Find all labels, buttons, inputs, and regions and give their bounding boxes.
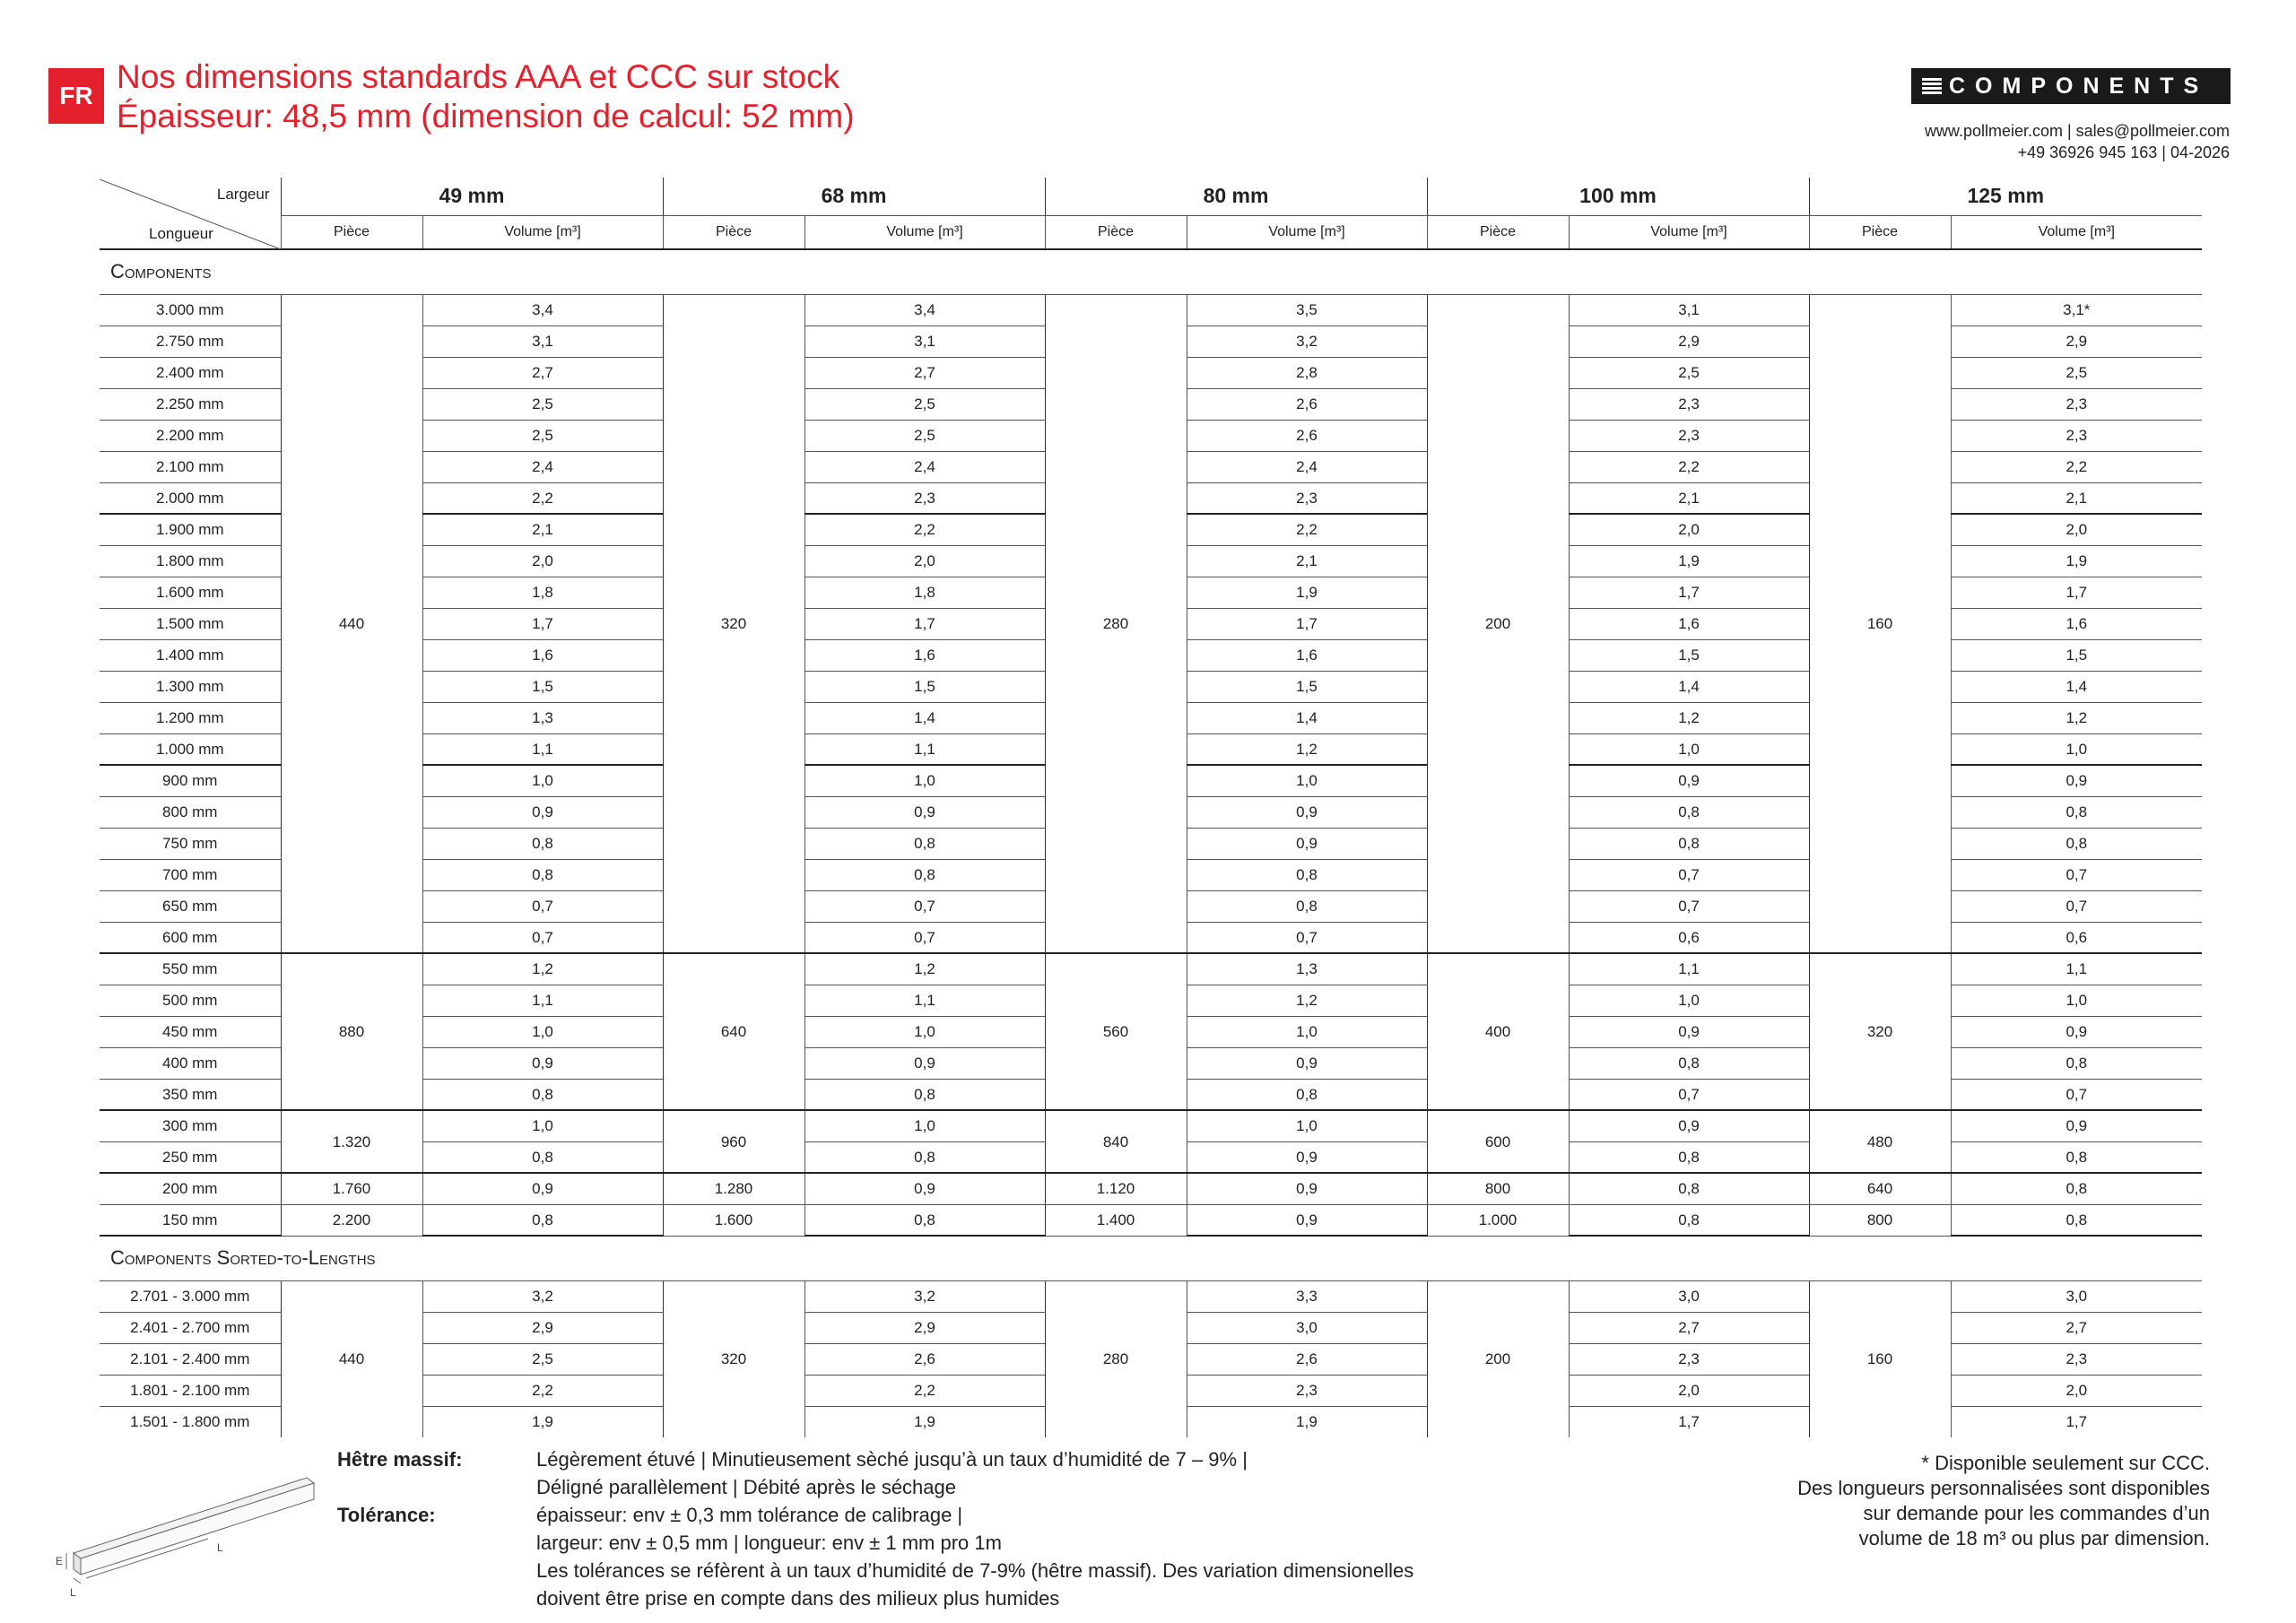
volume-cell: 1,0 <box>1951 985 2202 1016</box>
volume-cell: 0,8 <box>1951 828 2202 859</box>
volume-cell: 2,1 <box>422 514 663 545</box>
volume-cell: 0,8 <box>1951 1204 2202 1236</box>
volume-cell: 1,0 <box>804 1016 1045 1047</box>
volume-cell: 0,8 <box>1187 859 1427 890</box>
spec-wood-line2: Déligné parallèlement | Débité après le séchage <box>536 1476 956 1498</box>
volume-cell: 2,3 <box>1951 420 2202 451</box>
volume-cell: 2,2 <box>804 1375 1045 1406</box>
volume-cell: 2,6 <box>1187 420 1427 451</box>
length-cell: 2.401 - 2.700 mm <box>100 1312 281 1343</box>
volume-cell: 0,8 <box>422 1204 663 1236</box>
volume-cell: 0,9 <box>1187 1047 1427 1079</box>
corner-length-label: Longueur <box>149 225 213 242</box>
beam-label-l2: L <box>70 1586 76 1599</box>
volume-cell: 0,7 <box>1951 1079 2202 1110</box>
title-line-2: Épaisseur: 48,5 mm (dimension de calcul: 52 mm) <box>117 98 855 135</box>
volume-cell: 2,2 <box>422 1375 663 1406</box>
volume-cell: 3,4 <box>422 294 663 325</box>
volume-cell: 2,3 <box>1569 388 1809 420</box>
logo-text: COMPONENTS <box>1949 73 2209 99</box>
length-cell: 400 mm <box>100 1047 281 1079</box>
volume-cell: 0,9 <box>804 1047 1045 1079</box>
volume-cell: 2,9 <box>804 1312 1045 1343</box>
volume-cell: 0,8 <box>422 1079 663 1110</box>
volume-cell: 2,0 <box>804 545 1045 577</box>
length-cell: 800 mm <box>100 796 281 828</box>
volume-cell: 0,8 <box>1187 1079 1427 1110</box>
volume-cell: 1,9 <box>804 1406 1045 1437</box>
piece-cell: 600 <box>1427 1110 1569 1173</box>
footnote-line-2: Des longueurs personnalisées sont disponibles <box>1797 1477 2210 1499</box>
volume-cell: 2,0 <box>1951 1375 2202 1406</box>
length-cell: 1.801 - 2.100 mm <box>100 1375 281 1406</box>
volume-cell: 0,7 <box>804 890 1045 922</box>
spec-label-tolerance: Tolérance: <box>337 1504 436 1526</box>
volume-cell: 2,4 <box>804 451 1045 482</box>
volume-cell: 2,9 <box>422 1312 663 1343</box>
length-cell: 1.400 mm <box>100 639 281 671</box>
volume-cell: 1,6 <box>1569 608 1809 639</box>
volume-cell: 3,2 <box>804 1280 1045 1312</box>
volume-cell: 0,7 <box>1569 859 1809 890</box>
volume-cell: 0,8 <box>1569 1141 1809 1173</box>
spec-wood-line1: Légèrement étuvé | Minutieusement sèché jusqu’à un taux d’humidité de 7 – 9% | <box>536 1448 1248 1471</box>
volume-cell: 1,7 <box>1187 608 1427 639</box>
volume-cell: 0,9 <box>1569 765 1809 796</box>
width-header: 68 mm <box>663 178 1045 215</box>
width-header: 125 mm <box>1809 178 2202 215</box>
volume-column-header: Volume [m³] <box>1187 215 1427 249</box>
volume-cell: 1,0 <box>804 765 1045 796</box>
volume-cell: 0,7 <box>804 922 1045 953</box>
piece-cell: 160 <box>1809 1280 1951 1437</box>
piece-cell: 160 <box>1809 294 1951 953</box>
volume-cell: 0,8 <box>1569 1204 1809 1236</box>
length-cell: 1.600 mm <box>100 577 281 608</box>
piece-cell: 320 <box>1809 953 1951 1110</box>
volume-cell: 3,3 <box>1187 1280 1427 1312</box>
volume-cell: 2,1 <box>1951 482 2202 514</box>
volume-cell: 2,7 <box>422 357 663 388</box>
spec-tol-line1: épaisseur: env ± 0,3 mm tolérance de calibrage | <box>536 1504 963 1526</box>
volume-cell: 0,8 <box>1951 1047 2202 1079</box>
volume-cell: 0,9 <box>1951 765 2202 796</box>
volume-column-header: Volume [m³] <box>804 215 1045 249</box>
volume-cell: 1,6 <box>1951 608 2202 639</box>
beam-label-e: E <box>56 1555 64 1567</box>
volume-cell: 1,5 <box>1951 639 2202 671</box>
volume-cell: 0,9 <box>422 796 663 828</box>
volume-cell: 0,9 <box>1187 1204 1427 1236</box>
volume-cell: 0,9 <box>1951 1016 2202 1047</box>
piece-cell: 560 <box>1045 953 1187 1110</box>
volume-cell: 1,8 <box>804 577 1045 608</box>
volume-cell: 2,5 <box>1951 357 2202 388</box>
volume-column-header: Volume [m³] <box>1569 215 1809 249</box>
volume-cell: 1,7 <box>422 608 663 639</box>
volume-cell: 3,1 <box>1569 294 1809 325</box>
piece-cell: 800 <box>1809 1204 1951 1236</box>
volume-cell: 2,2 <box>422 482 663 514</box>
volume-cell: 0,9 <box>1187 828 1427 859</box>
length-cell: 2.250 mm <box>100 388 281 420</box>
volume-cell: 1,7 <box>1951 577 2202 608</box>
volume-cell: 2,3 <box>1187 1375 1427 1406</box>
volume-cell: 0,8 <box>804 1079 1045 1110</box>
volume-cell: 1,0 <box>1569 985 1809 1016</box>
volume-cell: 3,1* <box>1951 294 2202 325</box>
piece-cell: 640 <box>663 953 804 1110</box>
dimensions-table <box>100 178 2202 1437</box>
volume-cell: 1,1 <box>422 733 663 765</box>
length-cell: 500 mm <box>100 985 281 1016</box>
piece-cell: 840 <box>1045 1110 1187 1173</box>
volume-cell: 2,6 <box>1187 388 1427 420</box>
length-cell: 1.000 mm <box>100 733 281 765</box>
volume-cell: 2,8 <box>1187 357 1427 388</box>
volume-cell: 2,3 <box>1569 1343 1809 1375</box>
length-cell: 2.101 - 2.400 mm <box>100 1343 281 1375</box>
volume-cell: 1,1 <box>1569 953 1809 985</box>
volume-cell: 1,0 <box>1187 1110 1427 1141</box>
volume-cell: 0,7 <box>422 922 663 953</box>
piece-cell: 1.760 <box>281 1173 422 1204</box>
piece-column-header: Pièce <box>663 215 804 249</box>
volume-cell: 0,8 <box>1951 1173 2202 1204</box>
volume-cell: 2,0 <box>1569 514 1809 545</box>
volume-cell: 0,9 <box>422 1047 663 1079</box>
volume-cell: 0,9 <box>1569 1016 1809 1047</box>
volume-cell: 1,2 <box>804 953 1045 985</box>
section-title: Components Sorted-to-Lengths <box>100 1236 2202 1280</box>
volume-cell: 1,0 <box>804 1110 1045 1141</box>
volume-cell: 3,0 <box>1569 1280 1809 1312</box>
contact-phone-date: +49 36926 945 163 | 04-2026 <box>2017 143 2230 161</box>
volume-cell: 1,8 <box>422 577 663 608</box>
volume-cell: 2,2 <box>804 514 1045 545</box>
volume-cell: 2,2 <box>1187 514 1427 545</box>
volume-cell: 0,7 <box>1569 1079 1809 1110</box>
volume-cell: 1,7 <box>1951 1406 2202 1437</box>
beam-diagram-icon <box>47 1453 316 1605</box>
volume-cell: 0,9 <box>1951 1110 2202 1141</box>
table-row <box>100 1110 2202 1141</box>
volume-cell: 0,8 <box>1569 796 1809 828</box>
volume-cell: 2,5 <box>422 420 663 451</box>
beam-label-l: L <box>217 1541 223 1554</box>
volume-cell: 2,3 <box>1187 482 1427 514</box>
volume-cell: 3,2 <box>1187 325 1427 357</box>
volume-cell: 1,5 <box>1569 639 1809 671</box>
volume-cell: 2,3 <box>1951 388 2202 420</box>
spec-tol-line2: largeur: env ± 0,5 mm | longueur: env ± 1 mm pro 1m <box>536 1532 1002 1554</box>
volume-cell: 1,2 <box>1187 985 1427 1016</box>
volume-cell: 0,6 <box>1951 922 2202 953</box>
volume-cell: 1,2 <box>1951 702 2202 733</box>
piece-column-header: Pièce <box>281 215 422 249</box>
volume-cell: 0,9 <box>1187 796 1427 828</box>
length-cell: 1.800 mm <box>100 545 281 577</box>
page-title <box>117 57 855 136</box>
length-cell: 550 mm <box>100 953 281 985</box>
piece-cell: 1.000 <box>1427 1204 1569 1236</box>
volume-cell: 1,0 <box>422 765 663 796</box>
spec-label-wood: Hêtre massif: <box>337 1448 463 1471</box>
volume-cell: 2,5 <box>422 388 663 420</box>
piece-column-header: Pièce <box>1809 215 1951 249</box>
volume-cell: 1,1 <box>1951 953 2202 985</box>
section-title: Components <box>100 249 2202 294</box>
volume-cell: 2,3 <box>804 482 1045 514</box>
volume-cell: 0,8 <box>422 859 663 890</box>
contact-info <box>1925 120 2230 163</box>
spec-tol-line3: Les tolérances se réfèrent à un taux d’humidité de 7-9% (hêtre massif). Des variation dimensionelles <box>536 1559 1414 1582</box>
volume-cell: 1,5 <box>422 671 663 702</box>
piece-cell: 800 <box>1427 1173 1569 1204</box>
length-cell: 1.500 mm <box>100 608 281 639</box>
volume-cell: 3,1 <box>422 325 663 357</box>
volume-column-header: Volume [m³] <box>1951 215 2202 249</box>
volume-cell: 0,8 <box>1569 1047 1809 1079</box>
volume-cell: 1,7 <box>1569 577 1809 608</box>
piece-cell: 400 <box>1427 953 1569 1110</box>
volume-cell: 3,2 <box>422 1280 663 1312</box>
table-corner <box>100 178 281 249</box>
footnote-line-4: volume de 18 m³ ou plus par dimension. <box>1858 1527 2210 1549</box>
volume-cell: 0,8 <box>422 828 663 859</box>
length-cell: 250 mm <box>100 1141 281 1173</box>
length-cell: 650 mm <box>100 890 281 922</box>
volume-cell: 2,7 <box>1951 1312 2202 1343</box>
length-cell: 750 mm <box>100 828 281 859</box>
volume-cell: 1,6 <box>1187 639 1427 671</box>
components-logo <box>1911 68 2231 104</box>
volume-cell: 1,4 <box>1569 671 1809 702</box>
piece-cell: 480 <box>1809 1110 1951 1173</box>
footnote-line-1: * Disponible seulement sur CCC. <box>1921 1452 2210 1474</box>
table-row <box>100 1204 2202 1236</box>
volume-cell: 1,0 <box>422 1016 663 1047</box>
volume-cell: 1,4 <box>804 702 1045 733</box>
width-header: 100 mm <box>1427 178 1809 215</box>
volume-cell: 1,2 <box>422 953 663 985</box>
volume-cell: 1,0 <box>1187 765 1427 796</box>
volume-cell: 3,0 <box>1187 1312 1427 1343</box>
volume-cell: 2,2 <box>1951 451 2202 482</box>
volume-cell: 0,9 <box>804 796 1045 828</box>
volume-cell: 1,1 <box>422 985 663 1016</box>
volume-cell: 2,4 <box>422 451 663 482</box>
volume-cell: 1,9 <box>1569 545 1809 577</box>
volume-cell: 0,9 <box>1187 1141 1427 1173</box>
footer <box>0 1435 2296 1623</box>
piece-cell: 1.120 <box>1045 1173 1187 1204</box>
length-cell: 2.200 mm <box>100 420 281 451</box>
volume-cell: 1,9 <box>1187 1406 1427 1437</box>
table-row <box>100 294 2202 325</box>
width-header: 49 mm <box>281 178 663 215</box>
piece-column-header: Pièce <box>1045 215 1187 249</box>
piece-cell: 280 <box>1045 1280 1187 1437</box>
volume-cell: 2,9 <box>1569 325 1809 357</box>
volume-cell: 2,3 <box>1951 1343 2202 1375</box>
volume-cell: 0,8 <box>1187 890 1427 922</box>
length-cell: 2.100 mm <box>100 451 281 482</box>
piece-cell: 960 <box>663 1110 804 1173</box>
length-cell: 2.000 mm <box>100 482 281 514</box>
volume-cell: 2,1 <box>1187 545 1427 577</box>
volume-cell: 2,0 <box>1569 1375 1809 1406</box>
volume-cell: 1,1 <box>804 985 1045 1016</box>
volume-cell: 0,9 <box>422 1173 663 1204</box>
volume-cell: 1,4 <box>1187 702 1427 733</box>
volume-cell: 0,8 <box>1951 796 2202 828</box>
volume-cell: 1,6 <box>422 639 663 671</box>
volume-cell: 2,5 <box>1569 357 1809 388</box>
volume-cell: 2,5 <box>422 1343 663 1375</box>
volume-cell: 1,0 <box>1569 733 1809 765</box>
volume-cell: 0,6 <box>1569 922 1809 953</box>
volume-cell: 1,5 <box>804 671 1045 702</box>
volume-cell: 3,5 <box>1187 294 1427 325</box>
volume-cell: 0,7 <box>1951 859 2202 890</box>
length-cell: 1.900 mm <box>100 514 281 545</box>
volume-cell: 1,2 <box>1569 702 1809 733</box>
length-cell: 900 mm <box>100 765 281 796</box>
volume-cell: 3,1 <box>804 325 1045 357</box>
volume-cell: 1,5 <box>1187 671 1427 702</box>
piece-cell: 440 <box>281 1280 422 1437</box>
volume-cell: 2,7 <box>804 357 1045 388</box>
length-cell: 350 mm <box>100 1079 281 1110</box>
piece-cell: 2.200 <box>281 1204 422 1236</box>
footnote-line-3: sur demande pour les commandes d’un <box>1863 1502 2210 1524</box>
logo-bars-icon <box>1922 78 1942 94</box>
volume-cell: 2,5 <box>804 388 1045 420</box>
volume-column-header: Volume [m³] <box>422 215 663 249</box>
piece-cell: 280 <box>1045 294 1187 953</box>
corner-width-label: Largeur <box>216 186 270 203</box>
length-cell: 3.000 mm <box>100 294 281 325</box>
length-cell: 2.750 mm <box>100 325 281 357</box>
volume-cell: 0,8 <box>422 1141 663 1173</box>
piece-cell: 1.600 <box>663 1204 804 1236</box>
volume-cell: 0,9 <box>804 1173 1045 1204</box>
volume-cell: 2,3 <box>1569 420 1809 451</box>
volume-cell: 3,4 <box>804 294 1045 325</box>
piece-cell: 1.400 <box>1045 1204 1187 1236</box>
volume-cell: 1,9 <box>1187 577 1427 608</box>
volume-cell: 1,1 <box>804 733 1045 765</box>
volume-cell: 2,9 <box>1951 325 2202 357</box>
volume-cell: 1,7 <box>804 608 1045 639</box>
piece-cell: 200 <box>1427 1280 1569 1437</box>
volume-cell: 3,0 <box>1951 1280 2202 1312</box>
piece-cell: 200 <box>1427 294 1569 953</box>
volume-cell: 2,5 <box>804 420 1045 451</box>
volume-cell: 0,7 <box>1569 890 1809 922</box>
volume-cell: 1,0 <box>1187 1016 1427 1047</box>
volume-cell: 0,7 <box>422 890 663 922</box>
volume-cell: 2,0 <box>422 545 663 577</box>
volume-cell: 0,8 <box>804 859 1045 890</box>
volume-cell: 0,9 <box>1187 1173 1427 1204</box>
piece-cell: 320 <box>663 294 804 953</box>
piece-cell: 440 <box>281 294 422 953</box>
length-cell: 1.501 - 1.800 mm <box>130 1413 250 1431</box>
volume-cell: 2,6 <box>1187 1343 1427 1375</box>
contact-web-email: www.pollmeier.com | sales@pollmeier.com <box>1924 122 2230 140</box>
spec-tol-line4: doivent être prise en compte dans des milieux plus humides <box>536 1587 1060 1610</box>
volume-cell: 2,7 <box>1569 1312 1809 1343</box>
volume-cell: 1,9 <box>422 1406 663 1437</box>
volume-cell: 2,1 <box>1569 482 1809 514</box>
length-cell: 300 mm <box>100 1110 281 1141</box>
volume-cell: 1,9 <box>1951 545 2202 577</box>
table-row <box>100 1280 2202 1312</box>
volume-cell: 2,0 <box>1951 514 2202 545</box>
length-cell: 1.300 mm <box>100 671 281 702</box>
piece-cell: 1.320 <box>281 1110 422 1173</box>
length-cell: 600 mm <box>100 922 281 953</box>
footer-specs <box>337 1445 1413 1612</box>
volume-cell: 2,6 <box>804 1343 1045 1375</box>
piece-column-header: Pièce <box>1427 215 1569 249</box>
length-cell: 2.701 - 3.000 mm <box>100 1280 281 1312</box>
volume-cell: 1,0 <box>1951 733 2202 765</box>
volume-cell: 0,9 <box>1569 1110 1809 1141</box>
volume-cell: 0,8 <box>804 1204 1045 1236</box>
volume-cell: 2,4 <box>1187 451 1427 482</box>
volume-cell: 1,7 <box>1569 1406 1809 1437</box>
piece-cell: 1.280 <box>663 1173 804 1204</box>
length-cell: 200 mm <box>100 1173 281 1204</box>
table-row <box>100 1173 2202 1204</box>
piece-cell: 880 <box>281 953 422 1110</box>
volume-cell: 0,8 <box>1569 1173 1809 1204</box>
table-row <box>100 953 2202 985</box>
length-cell: 700 mm <box>100 859 281 890</box>
volume-cell: 0,8 <box>804 1141 1045 1173</box>
volume-cell: 2,2 <box>1569 451 1809 482</box>
length-cell: 150 mm <box>100 1204 281 1236</box>
length-cell: 1.200 mm <box>100 702 281 733</box>
volume-cell: 0,7 <box>1951 890 2202 922</box>
volume-cell: 0,7 <box>1187 922 1427 953</box>
volume-cell: 0,8 <box>1951 1141 2202 1173</box>
length-cell: 450 mm <box>100 1016 281 1047</box>
volume-cell: 1,3 <box>422 702 663 733</box>
title-line-1: Nos dimensions standards AAA et CCC sur stock <box>117 58 840 95</box>
volume-cell: 0,8 <box>1569 828 1809 859</box>
volume-cell: 1,3 <box>1187 953 1427 985</box>
piece-cell: 640 <box>1809 1173 1951 1204</box>
length-cell: 2.400 mm <box>100 357 281 388</box>
language-badge: FR <box>48 68 104 124</box>
volume-cell: 0,8 <box>804 828 1045 859</box>
volume-cell: 1,4 <box>1951 671 2202 702</box>
piece-cell: 320 <box>663 1280 804 1437</box>
volume-cell: 1,6 <box>804 639 1045 671</box>
volume-cell: 1,2 <box>1187 733 1427 765</box>
footnote <box>1797 1451 2210 1551</box>
volume-cell: 1,0 <box>422 1110 663 1141</box>
width-header: 80 mm <box>1045 178 1427 215</box>
